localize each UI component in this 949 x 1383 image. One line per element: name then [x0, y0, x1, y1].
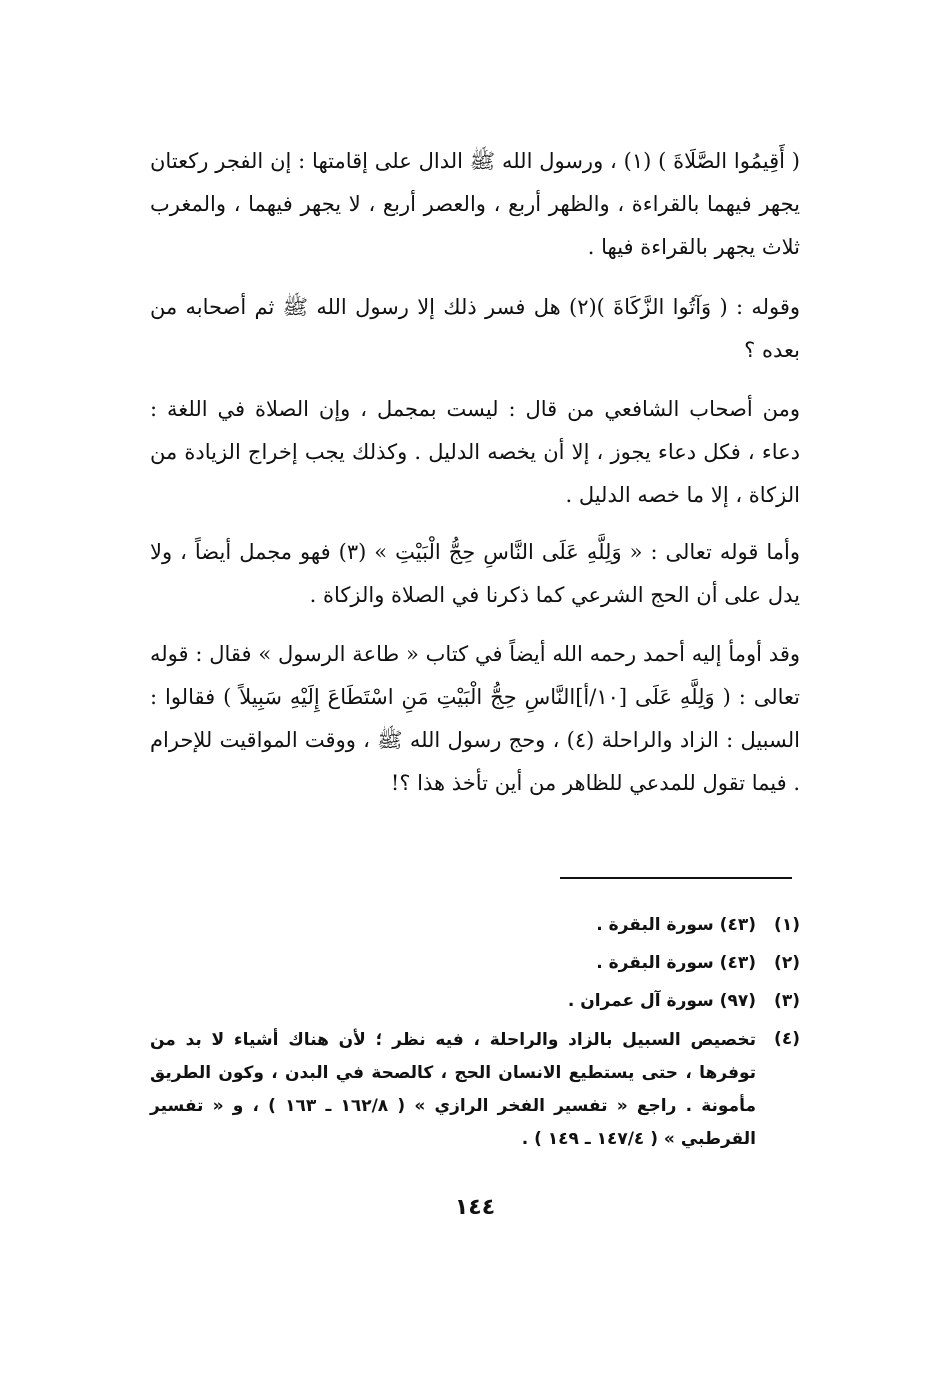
paragraph-zakah: وقوله : ( وَآتُوا الزَّكَاةَ )(٢) هل فسر ذلك إلا رسول الله ﷺ ثم أصحابه من بعده ؟ — [150, 295, 801, 362]
footnote-number: (٢) — [774, 953, 800, 973]
footnote-3 — [150, 986, 800, 1016]
footnote-2 — [150, 948, 800, 978]
footnote-number: (٤) — [774, 1029, 800, 1049]
footnote-1 — [150, 910, 800, 940]
footnote-number: (١) — [774, 915, 800, 935]
footnote-number: (٣) — [774, 991, 800, 1011]
page-number: ١٤٤ — [454, 1195, 496, 1220]
paragraph-ahmad: وقد أومأ إليه أحمد رحمه الله أيضاً في كتاب « طاعة الرسول » فقال : قوله تعالى : ( وَلِلَّهِ عَلَى [١٠/أ]النَّاسِ حِجُّ الْبَيْتِ مَنِ اسْتَطَاعَ إِلَيْهِ سَبِيلاً ) فقالوا : السبيل : الزاد والراحلة (٤) ، وحج رسول الله ﷺ ، ووقت المواقيت للإحرام . فيما تقول للمدعي للظاهر من أين تأخذ هذا ؟! — [150, 642, 801, 795]
footnote-divider — [560, 877, 792, 879]
paragraph-shafii: ومن أصحاب الشافعي من قال : ليست بمجمل ، وإن الصلاة في اللغة : دعاء ، فكل دعاء يجوز ، إلا أن يخصه الدليل . وكذلك يجب إخراج الزيادة من الزكاة ، إلا ما خصه الدليل . — [150, 397, 800, 507]
paragraph-hajj: وأما قوله تعالى : « وَلِلَّهِ عَلَى النَّاسِ حِجُّ الْبَيْتِ » (٣) فهو مجمل أيضاً ، ولا يدل على أن الحج الشرعي كما ذكرنا في الصلاة والزكاة . — [150, 540, 800, 607]
footnote-text: (٩٧) سورة آل عمران . — [567, 991, 756, 1011]
paragraph-salah: ( أَقِيمُوا الصَّلَاةَ ) (١) ، ورسول الله ﷺ الدال على إقامتها : إن الفجر ركعتان يجهر فيهما بالقراءة ، والظهر أربع ، والعصر أربع ، لا يجهر فيهما ، والمغرب ثلاث يجهر بالقراءة فيها . — [150, 149, 800, 259]
footnote-text: (٤٣) سورة البقرة . — [596, 915, 756, 935]
footnote-text: (٤٣) سورة البقرة . — [596, 953, 756, 973]
footnote-4 — [150, 1024, 800, 1156]
footnote-text: تخصيص السبيل بالزاد والراحلة ، فيه نظر ؛ لأن هناك أشياء لا بد من توفرها ، حتى يستطيع الانسان الحج ، كالصحة في البدن ، وكون الطريق مأمونة . راجع « تفسير الفخر الرازي » ( ١٦٢/٨ ـ ١٦٣ ) ، و « تفسير القرطبي » ( ١٤٧/٤ ـ ١٤٩ ) . — [150, 1030, 756, 1149]
page-body — [150, 140, 800, 1340]
footnotes — [150, 910, 800, 1164]
